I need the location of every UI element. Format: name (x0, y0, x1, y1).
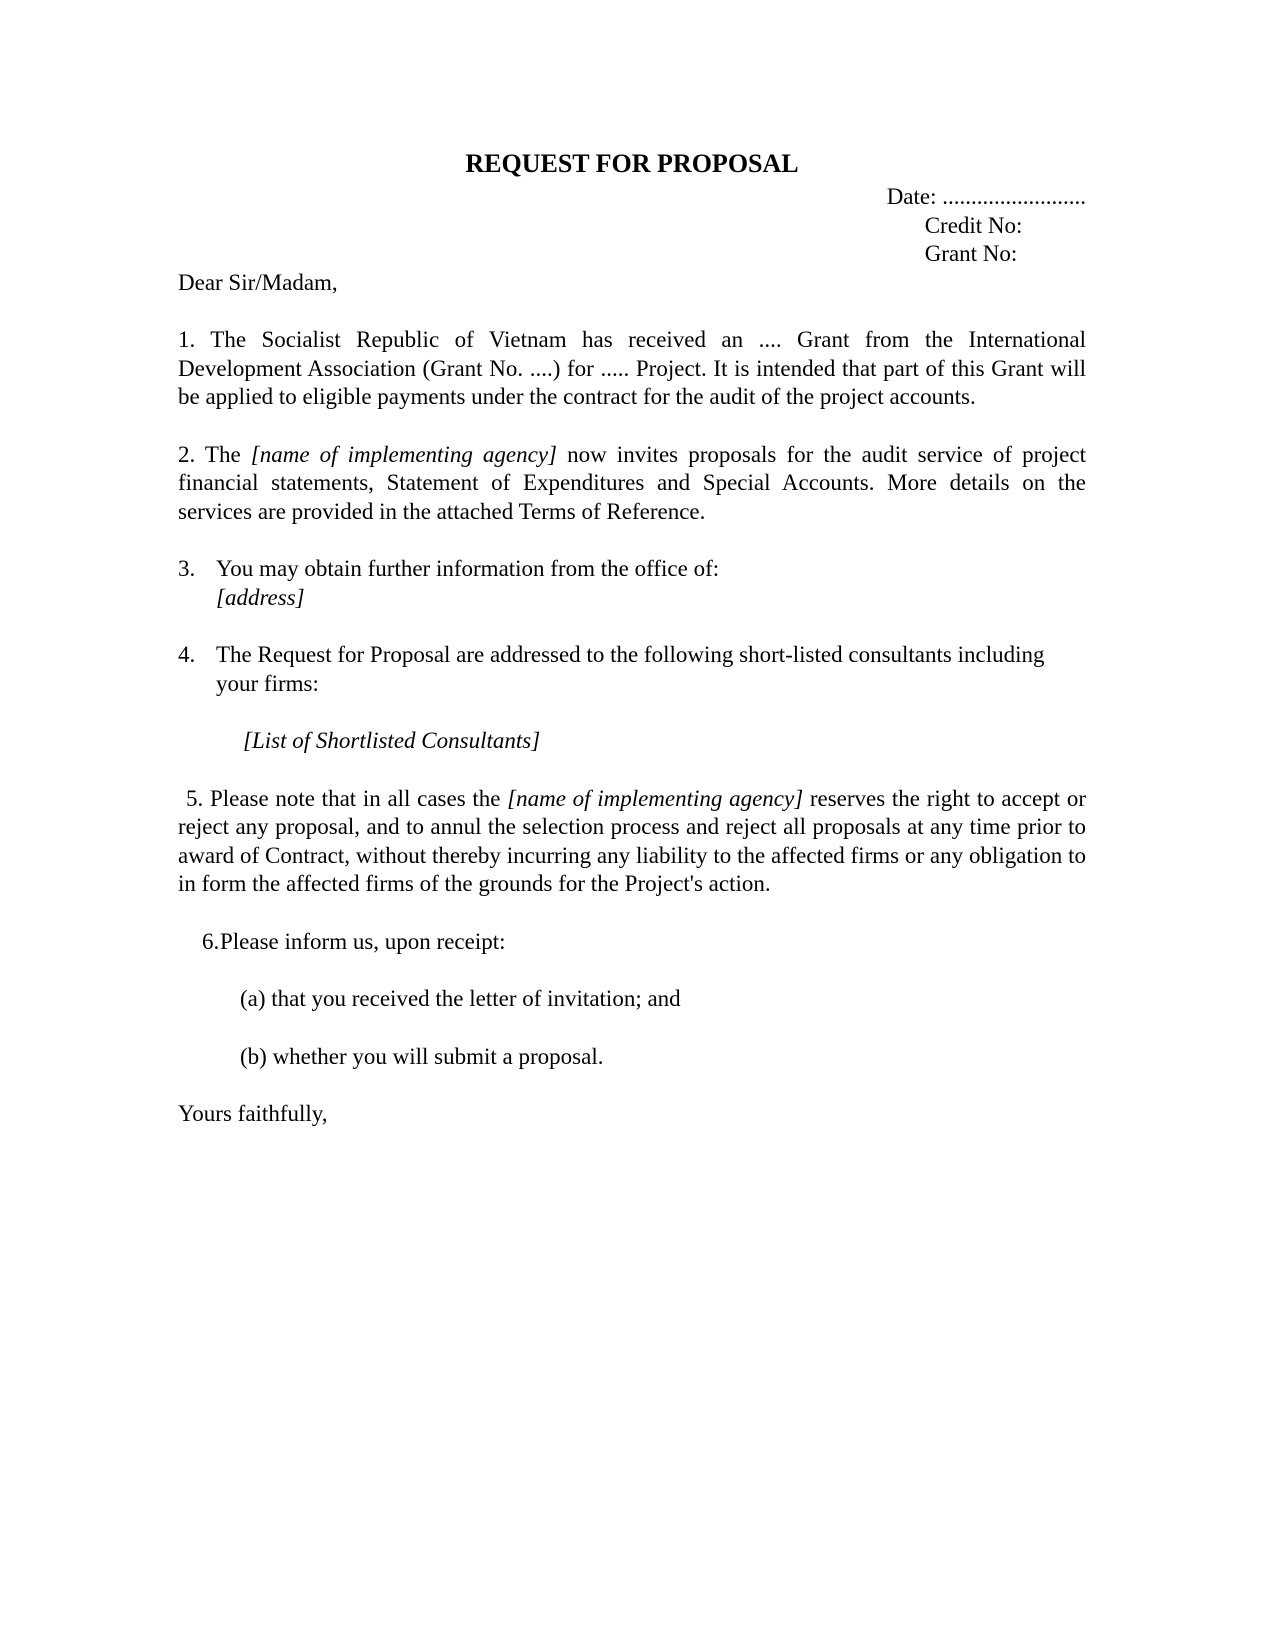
paragraph-2-text: 2. The (178, 441, 251, 467)
item-3-line (178, 555, 1086, 584)
paragraph-5-text-after: reserves the right to accept or reject any proposal, and to annul the selection process and reject all proposals at any time prior to award of Contract, without thereby incurring any liability to the affected firms or any obligation to in form the affected firms of the grounds for the Project's action. (178, 785, 1086, 896)
grant-no-line: Grant No: (924, 241, 1018, 266)
item-3-text: You may obtain further information from the office of: (216, 556, 720, 581)
salutation: Dear Sir/Madam, (178, 269, 338, 295)
item-4-text: The Request for Proposal are addressed to the following short-listed consultants including your firms: (216, 642, 1045, 696)
item-6-text: Please inform us, upon receipt: (220, 928, 506, 954)
date-line: Date: ......................... (886, 184, 1086, 209)
list-item-4 (178, 641, 1086, 698)
item-4-line (178, 641, 1056, 698)
item-6-line (202, 928, 1086, 957)
shortlist-placeholder: [List of Shortlisted Consultants] (243, 728, 541, 753)
paragraph-2-text-after: now invites proposals for the audit service of project financial statements, Statement of Expenditures and Special Accounts. More details on the services are provided in the attached Terms of Reference. (178, 441, 1086, 524)
item-6-number: 6. (202, 928, 220, 954)
list-item-6 (178, 928, 1086, 957)
implementing-agency-placeholder: [name of implementing agency] (250, 441, 557, 467)
paragraph-2 (178, 441, 1086, 527)
item-4-number: 4. (178, 642, 196, 667)
item-3-number: 3. (178, 556, 196, 581)
implementing-agency-placeholder-2: [name of implementing agency] (507, 785, 804, 811)
sub-item-a: (a) that you received the letter of invitation; and (240, 986, 681, 1011)
paragraph-1: 1. The Socialist Republic of Vietnam has received an .... Grant from the International Development Association (Grant No. ....) for ..... Project. It is intended that part of this Grant will be applied to eligible payments under the contract for the audit of the project accounts. (178, 327, 1086, 409)
header-block (887, 183, 1086, 269)
paragraph-5-text: 5. Please note that in all cases the (186, 785, 508, 811)
paragraph-5 (178, 785, 1086, 899)
credit-no-line: Credit No: (924, 212, 1023, 238)
closing: Yours faithfully, (178, 1101, 328, 1126)
list-item-3 (178, 555, 1086, 584)
sub-item-b: (b) whether you will submit a proposal. (240, 1043, 604, 1069)
address-placeholder: [address] (216, 584, 305, 610)
document-title: REQUEST FOR PROPOSAL (465, 149, 799, 178)
